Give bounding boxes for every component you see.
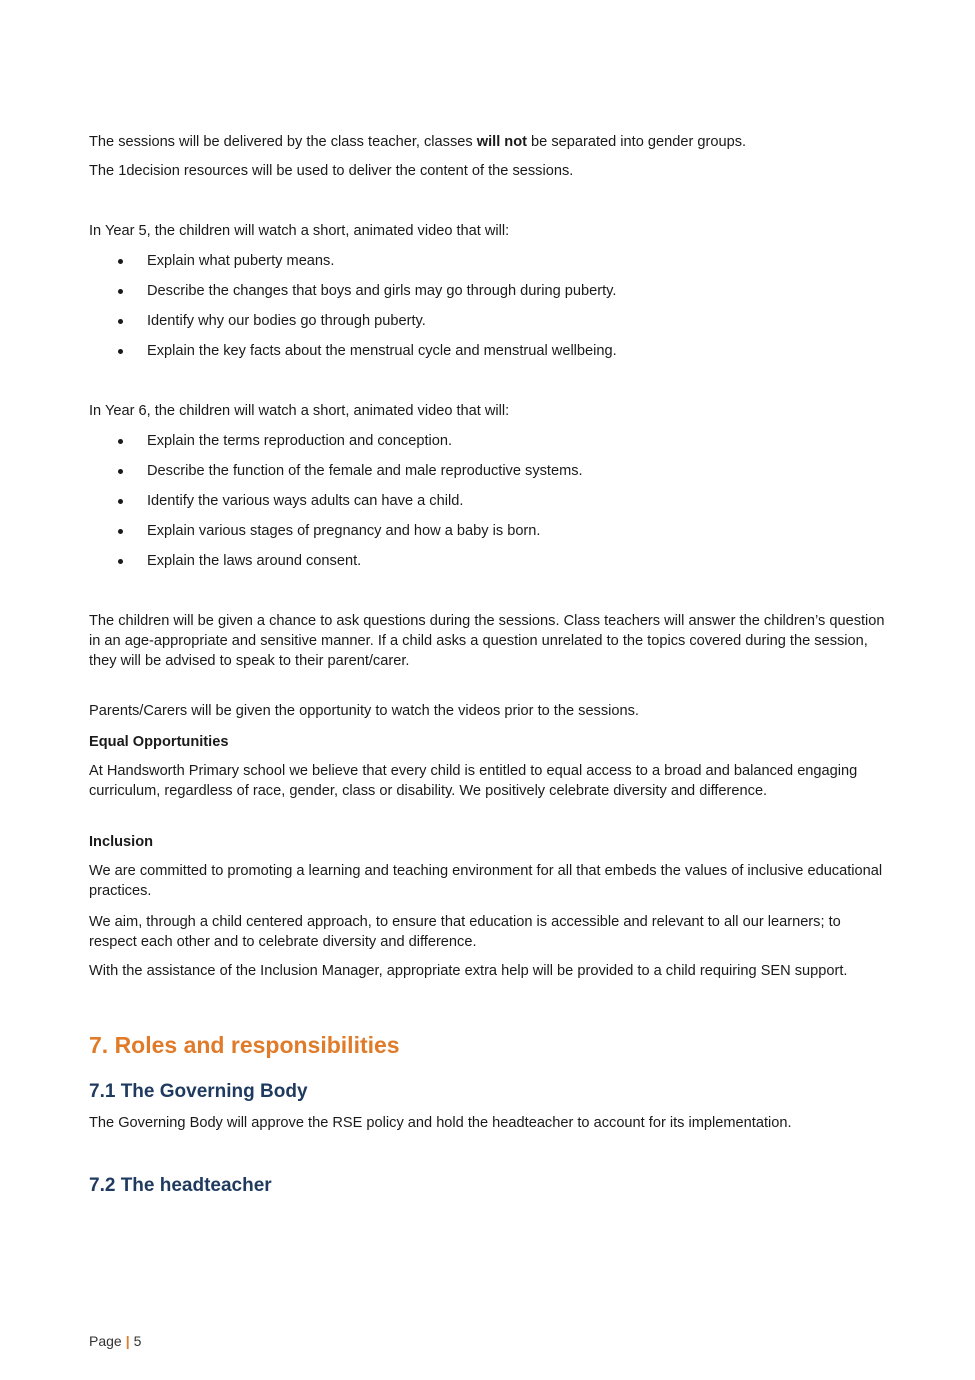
- list-item: Explain the laws around consent.: [89, 551, 889, 571]
- list-item: Identify the various ways adults can have a child.: [89, 491, 889, 511]
- inclusion-paragraph-1: We are committed to promoting a learning and teaching environment for all that embeds the values of inclusive educational practices.: [89, 863, 883, 899]
- inclusion-heading: Inclusion: [89, 834, 154, 850]
- governing-body-text: The Governing Body will approve the RSE policy and hold the headteacher to account for its implementation.: [89, 1115, 792, 1131]
- equal-opportunities-text: At Handsworth Primary school we believe that every child is entitled to equal access to a broad and balanced engaging curriculum, regardless of race, gender, class or disability. We positively celebrate diversity and difference.: [89, 763, 858, 799]
- section-7-heading: 7. Roles and responsibilities: [89, 1032, 400, 1058]
- year6-lead: In Year 6, the children will watch a short, animated video that will:: [89, 403, 510, 419]
- year5-list: [89, 251, 889, 371]
- inclusion-paragraph-3: With the assistance of the Inclusion Manager, appropriate extra help will be provided to a child requiring SEN support.: [89, 963, 848, 979]
- questions-paragraph: The children will be given a chance to ask questions during the sessions. Class teachers will answer the children’s question in an age-appropriate and sensitive manner. If a child asks a question unrelated to the topics covered during the session, they will be advised to speak to their parent/carer.: [89, 613, 885, 669]
- intro-text-end: be separated into gender groups.: [527, 134, 747, 150]
- document-page: [89, 0, 889, 1380]
- emphasis-will-not: will not: [476, 134, 527, 150]
- list-item: Describe the changes that boys and girls may go through during puberty.: [89, 281, 889, 301]
- parents-paragraph: Parents/Carers will be given the opportunity to watch the videos prior to the sessions.: [89, 703, 639, 719]
- list-item: Describe the function of the female and male reproductive systems.: [89, 461, 889, 481]
- year6-list: [89, 431, 889, 581]
- list-item: Explain what puberty means.: [89, 251, 889, 271]
- intro-line-1: [89, 132, 889, 152]
- equal-opportunities-heading: Equal Opportunities: [89, 734, 229, 750]
- intro-text: The sessions will be delivered by the class teacher, classes: [89, 134, 477, 150]
- section-7-1-heading: 7.1 The Governing Body: [89, 1081, 308, 1102]
- footer-label: Page: [89, 1333, 122, 1349]
- page-number: 5: [133, 1333, 142, 1349]
- inclusion-paragraph-2: We aim, through a child centered approach, to ensure that education is accessible and relevant to all our learners; to respect each other and to celebrate diversity and difference.: [89, 914, 841, 950]
- year5-lead: In Year 5, the children will watch a short, animated video that will:: [89, 223, 510, 239]
- footer-separator: |: [125, 1333, 130, 1349]
- list-item: Identify why our bodies go through puberty.: [89, 311, 889, 331]
- list-item: Explain various stages of pregnancy and how a baby is born.: [89, 521, 889, 541]
- page-footer: [89, 1333, 141, 1349]
- section-7-2-heading: 7.2 The headteacher: [89, 1175, 272, 1196]
- intro-line-2: The 1decision resources will be used to deliver the content of the sessions.: [89, 163, 574, 179]
- list-item: Explain the terms reproduction and conception.: [89, 431, 889, 451]
- list-item: Explain the key facts about the menstrual cycle and menstrual wellbeing.: [89, 341, 889, 361]
